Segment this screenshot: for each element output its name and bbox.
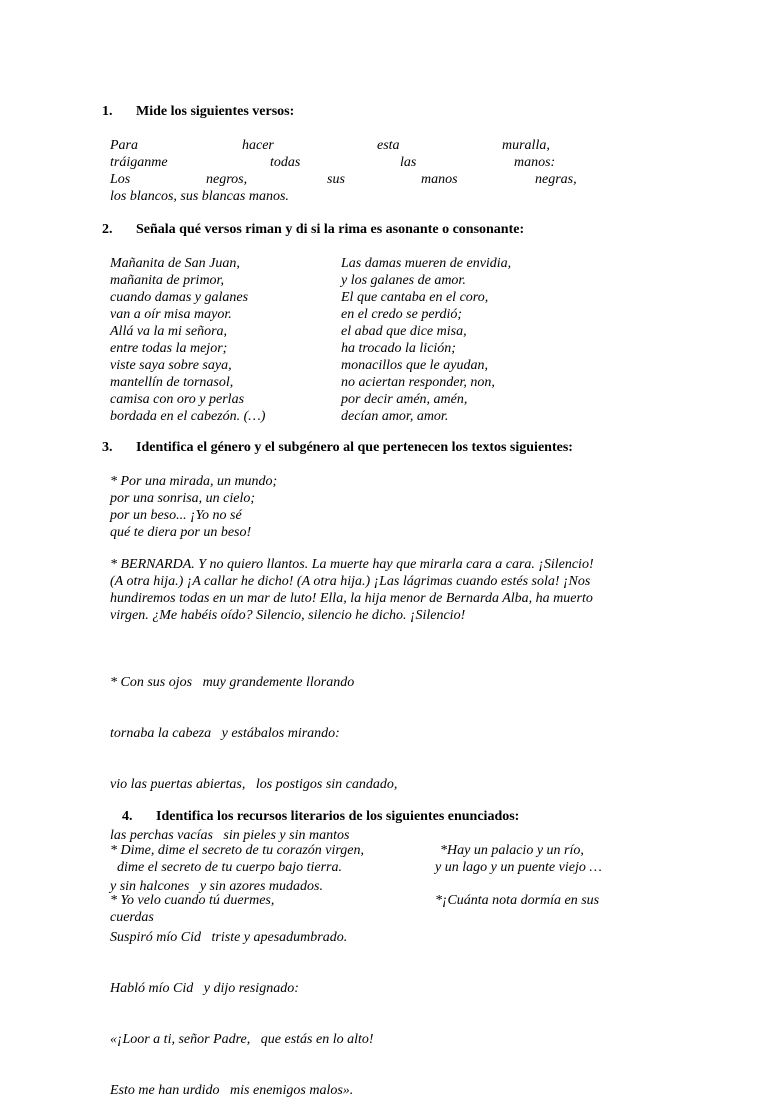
verse-line xyxy=(110,154,585,171)
prose-line: hundiremos todas en un mar de luto! Ella, la hija menor de Bernarda Alba, ha muerto xyxy=(110,591,593,606)
verse-line: no aciertan responder, non, xyxy=(341,375,495,390)
verse-line: * Yo velo cuando tú duermes, xyxy=(110,893,275,908)
verse-word: Para xyxy=(110,138,138,153)
verse-line: y sin halcones y sin azores mudados. xyxy=(110,879,323,894)
verse-line: qué te diera por un beso! xyxy=(110,525,252,540)
verse-line: * Por una mirada, un mundo; xyxy=(110,474,278,489)
question-4-heading xyxy=(122,808,519,825)
verse-line: cuando damas y galanes xyxy=(110,290,249,305)
verse-line: por una sonrisa, un cielo; xyxy=(110,491,256,506)
question-title: Identifica el género y el subgénero al que pertenecen los textos siguientes: xyxy=(136,440,573,455)
verse-line: Suspiró mío Cid triste y apesadumbrado. xyxy=(110,930,348,945)
verse-line: en el credo se perdió; xyxy=(341,307,463,322)
verse-line: mañanita de primor, xyxy=(110,273,224,288)
verse-line: las perchas vacías sin pieles y sin mantos xyxy=(110,828,350,843)
verse-word: manos: xyxy=(514,155,556,170)
verse-line: «¡Loor a ti, señor Padre, que estás en lo alto! xyxy=(110,1032,374,1047)
prose-line: (A otra hija.) ¡A callar he dicho! (A otra hija.) ¡Las lágrimas cuando estés sola! ¡Nos xyxy=(110,574,591,589)
verse-line: Allá va la mi señora, xyxy=(110,324,228,339)
question-title: Señala qué versos riman y di si la rima es asonante o consonante: xyxy=(136,222,525,237)
prose-line: * BERNARDA. Y no quiero llantos. La muerte hay que mirarla cara a cara. ¡Silencio! xyxy=(110,557,594,572)
q3-text-2 xyxy=(110,556,594,624)
verse-word: Los xyxy=(110,172,131,187)
q3-text-3 xyxy=(110,640,397,1116)
q1-verse-block xyxy=(110,137,585,205)
verse-line: decían amor, amor. xyxy=(341,409,449,424)
verse-line: y un lago y un puente viejo … xyxy=(435,860,602,875)
question-1-heading xyxy=(102,103,294,120)
question-3-heading xyxy=(102,439,573,456)
verse-line xyxy=(110,171,585,188)
question-number: 2. xyxy=(102,222,113,237)
verse-line: viste saya sobre saya, xyxy=(110,358,232,373)
verse-line: bordada en el cabezón. (…) xyxy=(110,409,266,424)
verse-line: Esto me han urdido mis enemigos malos». xyxy=(110,1083,354,1098)
q4-statement-1 xyxy=(110,842,364,876)
question-2-heading xyxy=(102,221,524,238)
verse-word: negros, xyxy=(206,172,248,187)
verse-word: tráiganme xyxy=(110,155,168,170)
q4-statement-4 xyxy=(435,892,599,909)
verse-line: Mañanita de San Juan, xyxy=(110,256,240,271)
verse-line: el abad que dice misa, xyxy=(341,324,467,339)
verse-line: van a oír misa mayor. xyxy=(110,307,232,322)
verse-word: las xyxy=(400,155,417,170)
verse-word: negras, xyxy=(535,172,577,187)
verse-line: ha trocado la lición; xyxy=(341,341,456,356)
verse-line: * Dime, dime el secreto de tu corazón virgen, xyxy=(110,843,365,858)
q4-statement-3 xyxy=(110,892,274,926)
verse-line: vio las puertas abiertas, los postigos sin candado, xyxy=(110,777,398,792)
verse-word: hacer xyxy=(242,138,274,153)
verse-line: *Hay un palacio y un río, xyxy=(440,843,584,858)
verse-line: El que cantaba en el coro, xyxy=(341,290,489,305)
verse-line: Las damas mueren de envidia, xyxy=(341,256,512,271)
verse-word: muralla, xyxy=(502,138,550,153)
verse-line: Habló mío Cid y dijo resignado: xyxy=(110,981,299,996)
verse-line xyxy=(110,188,585,205)
q4-statement-2 xyxy=(435,842,602,876)
question-title: Identifica los recursos literarios de los siguientes enunciados: xyxy=(156,809,520,824)
q2-right-column xyxy=(341,255,511,425)
verse-word: los blancos, sus blancas manos. xyxy=(110,189,289,204)
verse-line: y los galanes de amor. xyxy=(341,273,466,288)
question-number: 4. xyxy=(122,809,133,824)
question-number: 3. xyxy=(102,440,113,455)
verse-line: tornaba la cabeza y estábalos mirando: xyxy=(110,726,340,741)
verse-word: sus xyxy=(327,172,345,187)
q3-text-1 xyxy=(110,473,277,541)
verse-line: mantellín de tornasol, xyxy=(110,375,234,390)
prose-line: virgen. ¿Me habéis oído? Silencio, silencio he dicho. ¡Silencio! xyxy=(110,608,466,623)
verse-line: *¡Cuánta nota dormía en sus xyxy=(435,893,600,908)
q2-left-column xyxy=(110,255,265,425)
verse-line: camisa con oro y perlas xyxy=(110,392,245,407)
verse-line: entre todas la mejor; xyxy=(110,341,228,356)
verse-line: * Con sus ojos muy grandemente llorando xyxy=(110,675,355,690)
verse-word: manos xyxy=(421,172,458,187)
verse-line xyxy=(110,137,585,154)
verse-word: todas xyxy=(270,155,301,170)
verse-line: cuerdas xyxy=(110,910,154,925)
verse-word: esta xyxy=(377,138,400,153)
question-number: 1. xyxy=(102,104,113,119)
question-title: Mide los siguientes versos: xyxy=(136,104,295,119)
verse-line: por un beso... ¡Yo no sé xyxy=(110,508,242,523)
verse-line: por decir amén, amén, xyxy=(341,392,468,407)
verse-line: monacillos que le ayudan, xyxy=(341,358,488,373)
verse-line: dime el secreto de tu cuerpo bajo tierra. xyxy=(110,860,342,875)
